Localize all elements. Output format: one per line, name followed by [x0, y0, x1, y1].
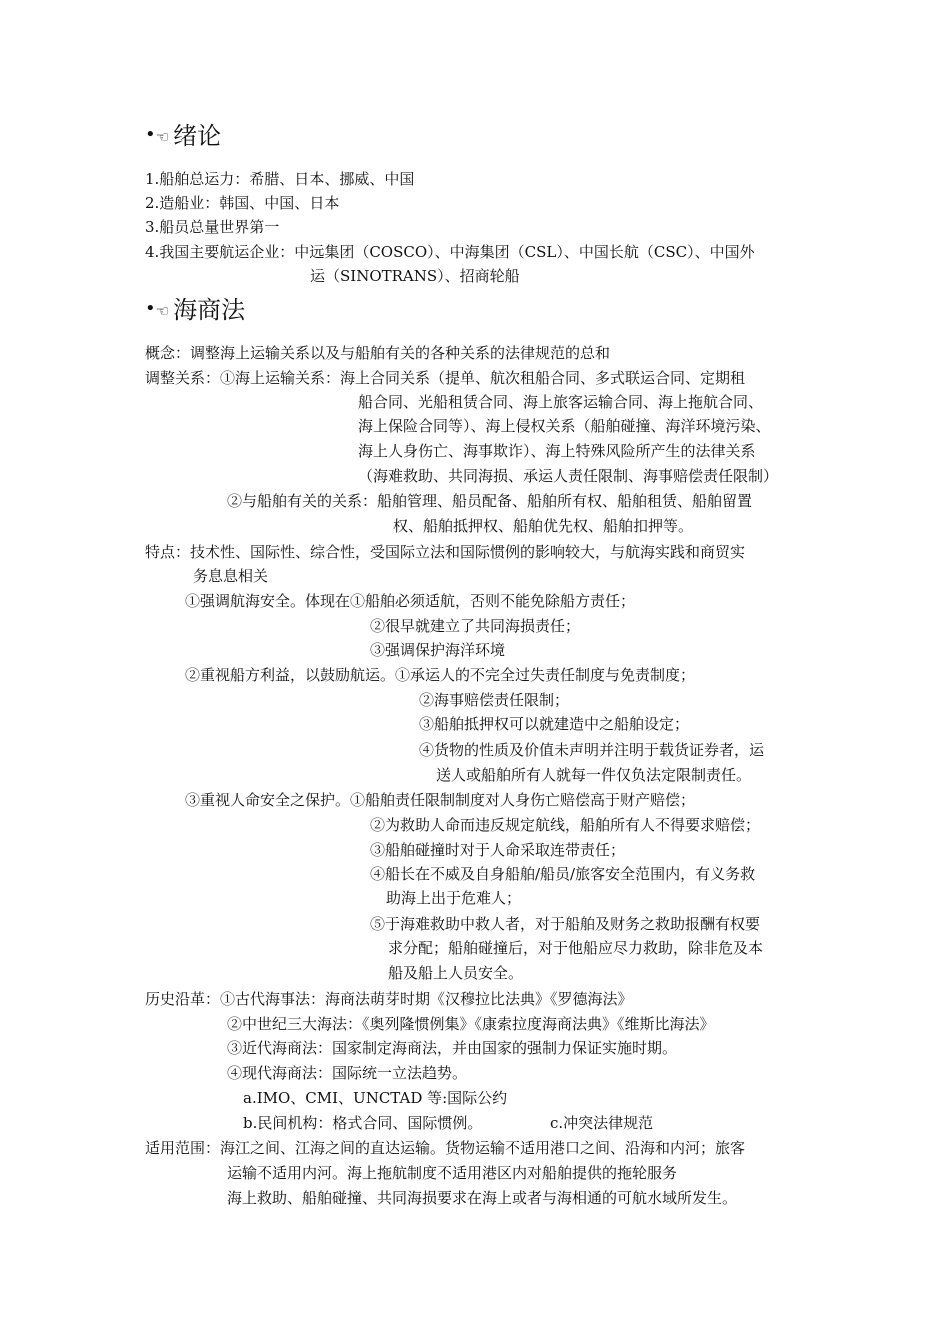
history-line: ②中世纪三大海法：《奥列隆惯例集》《康索拉度海商法典》《维斯比海法》	[227, 1015, 715, 1033]
features-line: ③船舶抵押权可以就建造中之船舶设定；	[419, 715, 690, 733]
history-line: ③近代海商法：国家制定海商法，并由国家的强制力保证实施时期。	[227, 1039, 678, 1057]
features-line: ②海事赔偿责任限制；	[419, 691, 570, 709]
features-line: ③强调保护海洋环境	[370, 641, 506, 659]
history-line: c.冲突法律规范	[550, 1114, 654, 1132]
features-line: 送人或船舶所有人就每一件仅负法定限制责任。	[436, 766, 752, 784]
features-line: 务息息相关	[193, 567, 269, 585]
scope-line: 运输不适用内河。海上拖航制度不适用港区内对船舶提供的拖轮服务	[227, 1164, 678, 1182]
features-line: 船及船上人员安全。	[388, 964, 524, 982]
adjust-line: 海上保险合同等）、海上侵权关系（船舶碰撞、海洋环境污染、	[358, 417, 771, 435]
features-line: 特点：技术性、国际性、综合性，受国际立法和国际惯例的影响较大，与航海实践和商贸实	[145, 543, 746, 561]
features-line: ②很早就建立了共同海损责任；	[370, 617, 581, 635]
features-line: ③重视人命安全之保护。①船舶责任限制制度对人身伤亡赔偿高于财产赔偿；	[185, 791, 696, 809]
history-line: ④现代海商法：国际统一立法趋势。	[227, 1064, 468, 1082]
history-line: b.民间机构：格式合同、国际惯例。	[243, 1114, 483, 1132]
intro-line: 3.船员总量世界第一	[145, 218, 280, 236]
features-line: ④货物的性质及价值未声明并注明于载货证券者，运	[419, 741, 765, 759]
intro-line: 2.造船业：韩国、中国、日本	[145, 194, 340, 212]
intro-line: 4.我国主要航运企业：中远集团（COSCO）、中海集团（CSL）、中国长航（CSC）、中国外	[145, 243, 755, 261]
bullet-icon: •	[145, 298, 156, 319]
intro-line: 1.船舶总运力：希腊、日本、挪威、中国	[145, 170, 415, 188]
adjust-line: 海上人身伤亡、海事欺诈）、海上特殊风险所产生的法律关系	[358, 442, 756, 460]
features-line: ⑤于海难救助中救人者，对于船舶及财务之救助报酬有权要	[370, 915, 761, 933]
bullet-icon: •	[145, 124, 156, 145]
concept-line: 概念：调整海上运输关系以及与船舶有关的各种关系的法律规范的总和	[145, 344, 611, 362]
features-line: 求分配；船舶碰撞后，对于他船应尽力救助，除非危及本	[388, 939, 764, 957]
section-heading-intro	[145, 119, 221, 153]
adjust-line: 权、船舶抵押权、船舶优先权、船舶扣押等。	[393, 517, 694, 535]
history-line: a.IMO、CMI、UNCTAD 等:国际公约	[243, 1089, 508, 1107]
features-line: 助海上出于危难人；	[386, 889, 522, 907]
features-line: ②为救助人命而违反规定航线，船舶所有人不得要求赔偿；	[370, 816, 761, 834]
adjust-line: （海难救助、共同海损、承运人责任限制、海事赔偿责任限制）	[358, 467, 779, 485]
scope-line: 海上救助、船舶碰撞、共同海损要求在海上或者与海相通的可航水域所发生。	[227, 1189, 738, 1207]
features-line: ②重视船方利益，以鼓励航运。①承运人的不完全过失责任制度与免责制度；	[185, 666, 696, 684]
section-title: 海商法	[173, 296, 246, 324]
intro-line: 运（SINOTRANS）、招商轮船	[310, 267, 520, 285]
history-line: 历史沿革：①古代海事法：海商法萌芽时期《汉穆拉比法典》《罗德海法》	[145, 990, 633, 1008]
features-line: ①强调航海安全。体现在①船舶必须适航，否则不能免除船方责任；	[185, 592, 636, 610]
adjust-line: ②与船舶有关的关系：船舶管理、船员配备、船舶所有权、船舶租赁、船舶留置	[227, 492, 753, 510]
pointing-hand-icon: ☜	[155, 302, 170, 320]
scope-line: 适用范围：海江之间、江海之间的直达运输。货物运输不适用港口之间、沿海和内河；旅客	[145, 1139, 746, 1157]
adjust-line: 船合同、光船租赁合同、海上旅客运输合同、海上拖航合同、	[358, 393, 764, 411]
section-heading-maritime-law	[145, 293, 245, 327]
features-line: ④船长在不威及自身船舶/船员/旅客安全范围内，有义务救	[370, 865, 756, 883]
pointing-hand-icon: ☜	[155, 128, 170, 146]
section-title: 绪论	[173, 122, 222, 150]
features-line: ③船舶碰撞时对于人命采取连带责任；	[370, 841, 626, 859]
adjust-line: 调整关系：①海上运输关系：海上合同关系（提单、航次租船合同、多式联运合同、定期租	[145, 369, 746, 387]
